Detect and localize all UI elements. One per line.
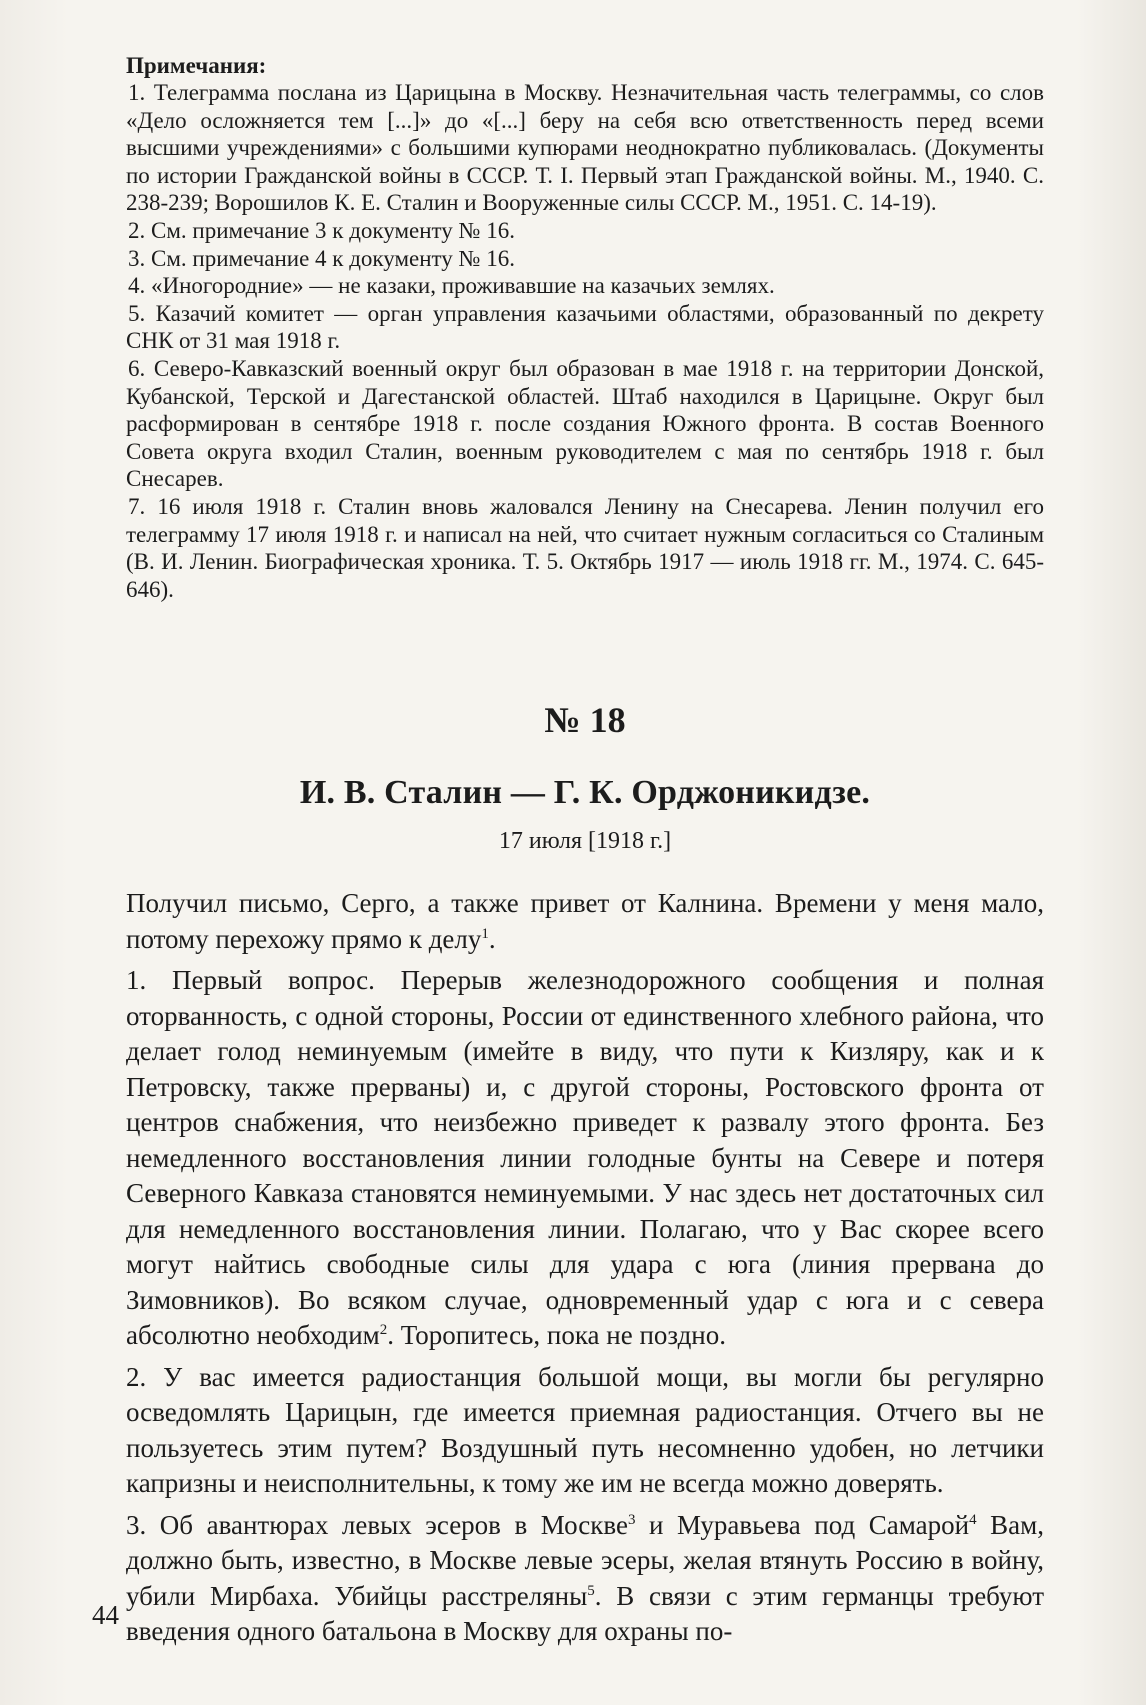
notes-section bbox=[126, 52, 1044, 603]
footnote-ref-3: 3 bbox=[627, 1511, 636, 1528]
footnote-ref-2: 2 bbox=[379, 1322, 388, 1338]
paragraph-1-text: Получил письмо, Серго, а также привет от Калнина. Времени у меня мало, потому перехожу прямо к делу bbox=[126, 888, 1044, 954]
paragraph-2-text: 1. Первый вопрос. Перерыв железнодорожного сообщения и полная оторванность, с одной стороны, России от единственного хлебного района, что делает голод неминуемым (имейте в виду, что пути к Кизляру, как и к Петровску, также прерваны) и, с другой стороны, Ростовского фронта от центров снабжения, что неизбежно приведет к развалу этого фронта. Без немедленного восстановления линии голодные бунты на Севере и потеря Северного Кавказа становятся неминуемыми. У нас здесь нет достаточных сил для немедленного восстановления линии. Полагаю, что у Вас скорее всего могут найтись свободные силы для удара с юга (линия прервана до Зимовников). Во всяком случае, одновременный удар с юга и с севера абсолютно необходим bbox=[126, 965, 1044, 1350]
notes-heading: Примечания: bbox=[126, 53, 267, 78]
document-title: И. В. Сталин — Г. К. Орджоникидзе. bbox=[299, 774, 871, 811]
paragraph-2 bbox=[126, 963, 1044, 1354]
paragraph-4-part-a: 3. Об авантюрах левых эсеров в Москве bbox=[126, 1509, 628, 1540]
note-2: 2. См. примечание 3 к документу № 16. bbox=[128, 217, 515, 243]
letter-body bbox=[126, 886, 1044, 1650]
paragraph-3: 2. У вас имеется радиостанция большой мощи, вы могли бы регулярно осведомлять Царицын, где имеется приемная радиостанция. Отчего вы не пользуетесь этим путем? Воздушный путь несомненно удобен, но летчики капризны и неисполнительны, к тому же им не всегда можно доверять. bbox=[126, 1361, 1044, 1498]
paragraph-4 bbox=[126, 1508, 1044, 1650]
paragraph-4-part-c: Вам, должно быть, известно, в Москве левые эсеры, желая втянуть Россию в войну, убили Мирбаха. Убийцы расстреляны bbox=[126, 1509, 1044, 1611]
note-3: 3. См. примечание 4 к документу № 16. bbox=[128, 245, 515, 271]
note-6: 6. Северо-Кавказский военный округ был образован в мае 1918 г. на территории Донской, Кубанской, Терской и Дагестанской областей. Штаб находился в Царицыне. Округ был расформирован в сентябре 1918 г. после создания Южного фронта. В состав Военного Совета округа входил Сталин, военным руководителем с мая по сентябрь 1918 г. был Снесарев. bbox=[126, 355, 1044, 492]
footnote-ref-4: 4 bbox=[969, 1511, 977, 1528]
paragraph-1-end: . bbox=[488, 923, 496, 954]
paragraph-4-part-b: и Муравьева под Самарой bbox=[635, 1509, 970, 1540]
document-number: № 18 bbox=[544, 700, 626, 740]
paragraph-4-part-d: . В связи с этим германцы требуют введения одного батальона в Москву для охраны по- bbox=[126, 1580, 1045, 1646]
paragraph-2-end: . Торопитесь, пока не поздно. bbox=[387, 1320, 727, 1350]
note-7: 7. 16 июля 1918 г. Сталин вновь жаловался Ленину на Снесарева. Ленин получил его телеграмму 17 июля 1918 г. и написал на ней, что считает нужным согласиться со Сталиным (В. И. Ленин. Биографическая хроника. Т. 5. Октябрь 1917 — июль 1918 гг. М., 1974. С. 645-646). bbox=[126, 493, 1044, 602]
page-number: 44 bbox=[92, 1600, 119, 1630]
note-1: 1. Телеграмма послана из Царицына в Москву. Незначительная часть телеграммы, со слов «Дело осложняется тем [...]» до «[...] беру на себя всю ответственность перед всеми высшими учреждениями» с большими купюрами неоднократно публиковалась. (Документы по истории Гражданской войны в СССР. Т. I. Первый этап Гражданской войны. М., 1940. С. 238-239; Ворошилов К. Е. Сталин и Вооруженные силы СССР. М., 1951. С. 14-19). bbox=[126, 80, 1044, 216]
note-4: 4. «Иногородние» — не казаки, проживавшие на казачьих землях. bbox=[128, 273, 775, 299]
footnote-ref-1: 1 bbox=[481, 925, 489, 942]
paragraph-1 bbox=[126, 886, 1044, 957]
document-date: 17 июля [1918 г.] bbox=[498, 828, 672, 854]
footnote-ref-5: 5 bbox=[587, 1582, 595, 1599]
note-5: 5. Казачий комитет — орган управления казачьими областями, образованный по декрету СНК от 31 мая 1918 г. bbox=[126, 300, 1044, 354]
